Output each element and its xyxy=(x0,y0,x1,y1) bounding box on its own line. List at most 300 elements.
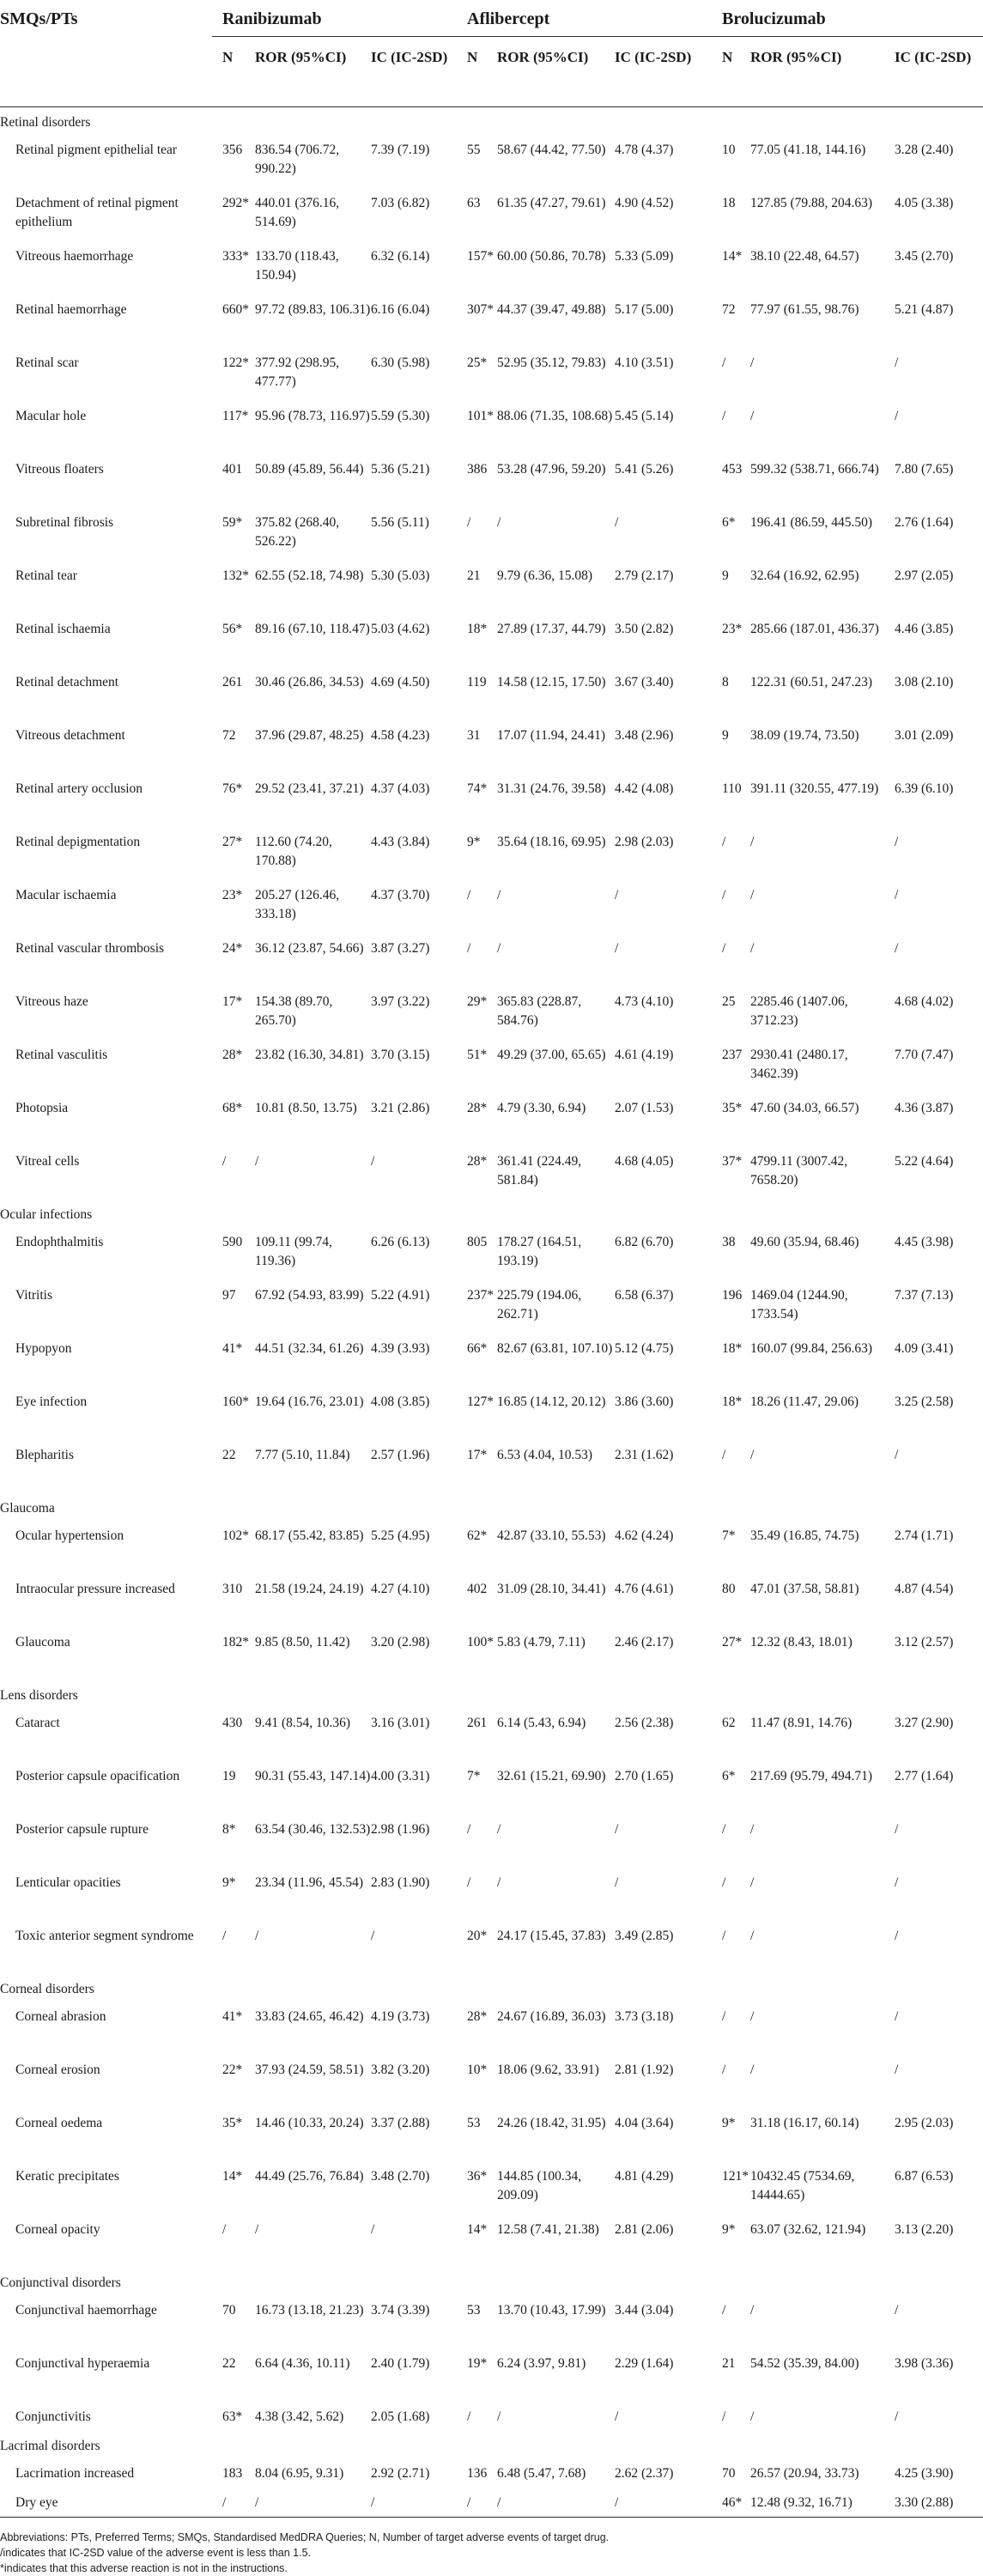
preferred-term: Cataract xyxy=(15,1716,60,1730)
table-row xyxy=(0,1868,983,1921)
ranibizumab-ror-cell: 19.64 (16.76, 23.01) xyxy=(255,1394,364,1409)
ranibizumab-ror-cell: 44.49 (25.76, 76.84) xyxy=(255,2169,364,2184)
ranibizumab-n-cell: 72 xyxy=(222,728,236,743)
brolucizumab-n-cell: 25 xyxy=(722,994,736,1009)
ranibizumab-n-cell: 17* xyxy=(222,994,243,1009)
brolucizumab-ror-cell: 2285.46 (1407.06, 3712.23) xyxy=(750,994,848,1028)
brolucizumab-ror-cell: / xyxy=(750,1929,755,1943)
ranibizumab-ror-cell: 97.72 (89.83, 106.31) xyxy=(255,302,371,317)
brolucizumab-ic-cell: 4.36 (3.87) xyxy=(895,1101,954,1115)
aflibercept-ror-cell: 31.09 (28.10, 34.41) xyxy=(497,1582,606,1596)
drug-header-aflibercept: Aflibercept xyxy=(457,0,712,37)
table-row xyxy=(0,1387,983,1440)
brolucizumab-ic-cell: 3.08 (2.10) xyxy=(895,675,954,690)
ranibizumab-ic-cell: 3.82 (3.20) xyxy=(371,2063,430,2077)
ranibizumab-n-cell: 68* xyxy=(222,1101,243,1115)
aflibercept-ror-cell: 4.79 (3.30, 6.94) xyxy=(497,1101,586,1115)
brolucizumab-ror-cell: 35.49 (16.85, 74.75) xyxy=(750,1528,859,1543)
brolucizumab-ic-cell: 7.37 (7.13) xyxy=(895,1288,954,1303)
aflibercept-ror-cell: 24.67 (16.89, 36.03) xyxy=(497,2009,606,2024)
preferred-term: Posterior capsule rupture xyxy=(15,1822,149,1837)
ranibizumab-ic-cell: 5.36 (5.21) xyxy=(371,462,430,477)
aflibercept-ror-cell: 60.00 (50.86, 70.78) xyxy=(497,249,606,264)
brolucizumab-ic-cell: / xyxy=(895,1448,899,1462)
aflibercept-ror-cell: 35.64 (18.16, 69.95) xyxy=(497,835,606,849)
ranibizumab-n-cell: 117* xyxy=(222,409,249,423)
table-row xyxy=(0,241,983,295)
brolucizumab-n-cell: 7* xyxy=(722,1528,736,1543)
brolucizumab-ror-cell: 160.07 (99.84, 256.63) xyxy=(750,1341,873,1356)
n-header: N xyxy=(457,37,497,107)
preferred-term: Macular hole xyxy=(15,409,87,423)
aflibercept-n-cell: 10* xyxy=(467,2063,488,2077)
brolucizumab-ic-cell: 3.13 (2.20) xyxy=(895,2222,954,2237)
brolucizumab-ic-cell: 5.21 (4.87) xyxy=(895,302,954,317)
aflibercept-ror-cell: 32.61 (15.21, 69.90) xyxy=(497,1769,606,1783)
aflibercept-ror-cell: 225.79 (194.06, 262.71) xyxy=(497,1288,582,1321)
brolucizumab-ror-cell: / xyxy=(750,888,755,902)
table-body xyxy=(0,107,983,2518)
table-header xyxy=(0,0,983,107)
ranibizumab-n-cell: 183 xyxy=(222,2466,243,2481)
ranibizumab-n-cell: / xyxy=(222,2222,227,2237)
ranibizumab-n-cell: 333* xyxy=(222,249,249,264)
brolucizumab-n-cell: / xyxy=(722,2063,726,2077)
brolucizumab-n-cell: / xyxy=(722,941,726,956)
ranibizumab-ic-cell: / xyxy=(371,1154,375,1169)
brolucizumab-ic-cell: 6.87 (6.53) xyxy=(895,2169,954,2184)
brolucizumab-ror-cell: 12.48 (9.32, 16.71) xyxy=(750,2488,895,2518)
aflibercept-ic-cell: 3.50 (2.82) xyxy=(615,622,674,636)
table-row xyxy=(0,348,983,401)
preferred-term: Retinal tear xyxy=(15,568,77,583)
brolucizumab-n-cell: 9* xyxy=(722,2116,736,2130)
drug-header-brolucizumab: Brolucizumab xyxy=(712,0,983,37)
brolucizumab-ic-cell: / xyxy=(895,941,899,956)
ranibizumab-ic-cell: 5.59 (5.30) xyxy=(371,409,430,423)
aflibercept-n-cell: 386 xyxy=(467,462,488,477)
table-row xyxy=(0,1921,983,1974)
aflibercept-n-cell: 28* xyxy=(467,1101,488,1115)
ranibizumab-n-cell: 14* xyxy=(222,2169,243,2184)
brolucizumab-ror-cell: 77.97 (61.55, 98.76) xyxy=(750,302,859,317)
aflibercept-ic-cell: 4.04 (3.64) xyxy=(615,2116,674,2130)
brolucizumab-n-cell: / xyxy=(722,888,726,902)
aflibercept-ic-cell: 2.81 (1.92) xyxy=(615,2063,674,2077)
table-row xyxy=(0,1227,983,1280)
aflibercept-ic-cell: 5.17 (5.00) xyxy=(615,302,674,317)
aflibercept-ror-cell: 365.83 (228.87, 584.76) xyxy=(497,994,582,1028)
aflibercept-ror-cell: 88.06 (71.35, 108.68) xyxy=(497,409,613,423)
table-row xyxy=(0,827,983,880)
ranibizumab-ic-cell: 4.69 (4.50) xyxy=(371,675,430,690)
ranibizumab-n-cell: 660* xyxy=(222,302,249,317)
ranibizumab-n-cell: 160* xyxy=(222,1394,249,1409)
table-row xyxy=(0,135,983,188)
brolucizumab-ror-cell: 38.09 (19.74, 73.50) xyxy=(750,728,859,743)
preferred-term: Eye infection xyxy=(15,1394,88,1409)
table-row xyxy=(0,2402,983,2431)
brolucizumab-n-cell: 38 xyxy=(722,1235,736,1249)
brolucizumab-ror-cell: / xyxy=(750,1875,755,1890)
aflibercept-ic-cell: 2.81 (2.06) xyxy=(615,2222,674,2237)
preferred-term: Lacrimation increased xyxy=(15,2466,135,2481)
ranibizumab-ic-cell: 6.16 (6.04) xyxy=(371,302,430,317)
brolucizumab-n-cell: 62 xyxy=(722,1716,736,1730)
group-row xyxy=(0,107,983,136)
smq-group-name: Glaucoma xyxy=(0,1501,55,1516)
brolucizumab-ror-cell: 12.32 (8.43, 18.01) xyxy=(750,1635,853,1649)
ranibizumab-ror-cell: / xyxy=(255,2222,259,2237)
ranibizumab-ic-cell: 4.08 (3.85) xyxy=(371,1394,430,1409)
smq-group-name: Retinal disorders xyxy=(0,115,91,130)
ranibizumab-ror-cell: 6.64 (4.36, 10.11) xyxy=(255,2356,350,2371)
brolucizumab-ror-cell: 391.11 (320.55, 477.19) xyxy=(750,781,879,796)
brolucizumab-ic-cell: 4.05 (3.38) xyxy=(895,196,954,210)
table-row xyxy=(0,2215,983,2268)
aflibercept-ror-cell: 52.95 (35.12, 79.83) xyxy=(497,355,606,370)
aflibercept-n-cell: 21 xyxy=(467,568,481,583)
table-row xyxy=(0,2348,983,2402)
ranibizumab-ic-cell: 4.43 (3.84) xyxy=(371,835,430,849)
aflibercept-ror-cell: 14.58 (12.15, 17.50) xyxy=(497,675,606,690)
preferred-term: Retinal artery occlusion xyxy=(15,781,143,796)
ranibizumab-ror-cell: 9.85 (8.50, 11.42) xyxy=(255,1635,350,1649)
brolucizumab-ror-cell: 63.07 (32.62, 121.94) xyxy=(750,2222,866,2237)
table-row xyxy=(0,2458,983,2488)
preferred-term: Retinal detachment xyxy=(15,675,119,690)
ranibizumab-ic-cell: 2.57 (1.96) xyxy=(371,1448,430,1462)
brolucizumab-n-cell: 9 xyxy=(722,568,729,583)
ranibizumab-ror-cell: 154.38 (89.70, 265.70) xyxy=(255,994,333,1028)
brolucizumab-ic-cell: 3.01 (2.09) xyxy=(895,728,954,743)
ranibizumab-ic-cell: 3.16 (3.01) xyxy=(371,1716,430,1730)
preferred-term: Lenticular opacities xyxy=(15,1875,121,1890)
ranibizumab-n-cell: 401 xyxy=(222,462,243,477)
ranibizumab-ror-cell: 205.27 (126.46, 333.18) xyxy=(255,888,340,921)
ranibizumab-ic-cell: 4.39 (3.93) xyxy=(371,1341,430,1356)
ranibizumab-ic-cell: 3.74 (3.39) xyxy=(371,2303,430,2318)
brolucizumab-ror-cell: 127.85 (79.88, 204.63) xyxy=(750,196,873,210)
term-header-spacer xyxy=(0,37,212,107)
brolucizumab-ror-cell: / xyxy=(750,2009,755,2024)
aflibercept-ror-cell: 24.26 (18.42, 31.95) xyxy=(497,2116,606,2130)
brolucizumab-n-cell: 110 xyxy=(722,781,742,796)
brolucizumab-ror-cell: 31.18 (16.17, 60.14) xyxy=(750,2116,859,2130)
brolucizumab-n-cell: / xyxy=(722,1822,726,1837)
brolucizumab-ic-cell: / xyxy=(895,2009,899,2024)
aflibercept-ic-cell: 4.81 (4.29) xyxy=(615,2169,674,2184)
aflibercept-ror-cell: 5.83 (4.79, 7.11) xyxy=(497,1635,586,1649)
brolucizumab-n-cell: / xyxy=(722,2303,726,2318)
aflibercept-ic-cell: 4.42 (4.08) xyxy=(615,781,674,796)
table-row xyxy=(0,561,983,614)
aflibercept-n-cell: 101* xyxy=(467,409,494,423)
drug-header-ranibizumab: Ranibizumab xyxy=(212,0,457,37)
preferred-term: Retinal vasculitis xyxy=(15,1048,108,1062)
ranibizumab-ic-cell: 2.05 (1.68) xyxy=(371,2409,430,2424)
brolucizumab-n-cell: 121* xyxy=(722,2169,749,2184)
brolucizumab-ic-cell: 4.25 (3.90) xyxy=(895,2466,954,2481)
ranibizumab-n-cell: 310 xyxy=(222,1582,243,1596)
preferred-term: Ocular hypertension xyxy=(15,1528,124,1543)
ranibizumab-ror-cell: 14.46 (10.33, 20.24) xyxy=(255,2116,364,2130)
ranibizumab-ror-cell: 4.38 (3.42, 5.62) xyxy=(255,2409,344,2424)
brolucizumab-ic-cell: / xyxy=(895,409,899,423)
preferred-term: Toxic anterior segment syndrome xyxy=(15,1929,194,1943)
ranibizumab-n-cell: 430 xyxy=(222,1716,243,1730)
ranibizumab-ic-cell: 4.19 (3.73) xyxy=(371,2009,430,2024)
preferred-term: Corneal opacity xyxy=(15,2222,100,2237)
aflibercept-ror-cell: 24.17 (15.45, 37.83) xyxy=(497,1929,606,1943)
ranibizumab-ic-cell: 4.27 (4.10) xyxy=(371,1582,430,1596)
aflibercept-ic-cell: / xyxy=(615,888,619,902)
aflibercept-ror-cell: 6.53 (4.04, 10.53) xyxy=(497,1448,593,1462)
brolucizumab-n-cell: / xyxy=(722,835,726,849)
table-row xyxy=(0,2002,983,2055)
brolucizumab-ror-cell: 1469.04 (1244.90, 1733.54) xyxy=(750,1288,848,1321)
brolucizumab-ic-cell: 2.74 (1.71) xyxy=(895,1528,954,1543)
brolucizumab-ror-cell: 599.32 (538.71, 666.74) xyxy=(750,462,879,477)
table-row xyxy=(0,1708,983,1761)
ranibizumab-n-cell: 8* xyxy=(222,1822,236,1837)
ranibizumab-n-cell: 28* xyxy=(222,1048,243,1062)
ranibizumab-n-cell: / xyxy=(222,1154,227,1169)
aflibercept-n-cell: 100* xyxy=(467,1635,494,1649)
brolucizumab-ror-cell: 2930.41 (2480.17, 3462.39) xyxy=(750,1048,848,1081)
aflibercept-n-cell: 402 xyxy=(467,1582,488,1596)
aflibercept-ror-cell: 18.06 (9.62, 33.91) xyxy=(497,2063,599,2077)
aflibercept-n-cell: / xyxy=(467,1875,471,1890)
aflibercept-ror-cell: / xyxy=(497,888,501,902)
ranibizumab-ror-cell: 112.60 (74.20, 170.88) xyxy=(255,835,332,868)
table-row xyxy=(0,1574,983,1627)
brolucizumab-n-cell: / xyxy=(722,2009,726,2024)
aflibercept-ror-cell: 53.28 (47.96, 59.20) xyxy=(497,462,606,477)
ranibizumab-ror-cell: / xyxy=(255,1154,259,1169)
ranibizumab-ic-cell: 5.22 (4.91) xyxy=(371,1288,430,1303)
brolucizumab-ror-cell: 285.66 (187.01, 436.37) xyxy=(750,622,879,636)
ranibizumab-ror-cell: 7.77 (5.10, 11.84) xyxy=(255,1448,350,1462)
brolucizumab-ic-cell: 2.77 (1.64) xyxy=(895,1769,954,1783)
brolucizumab-ic-cell: 3.30 (2.88) xyxy=(895,2488,983,2518)
table-row xyxy=(0,720,983,774)
brolucizumab-ic-cell: 7.80 (7.65) xyxy=(895,462,954,477)
table-footnotes xyxy=(0,2530,983,2576)
preferred-term: Dry eye xyxy=(0,2488,212,2518)
aflibercept-ror-cell: 49.29 (37.00, 65.65) xyxy=(497,1048,606,1062)
ranibizumab-n-cell: 41* xyxy=(222,1341,243,1356)
aflibercept-ic-cell: / xyxy=(615,1822,619,1837)
ranibizumab-ror-cell: 21.58 (19.24, 24.19) xyxy=(255,1582,364,1596)
aflibercept-n-cell: 36* xyxy=(467,2169,488,2184)
ranibizumab-ror-cell: 37.96 (29.87, 48.25) xyxy=(255,728,364,743)
table-row xyxy=(0,933,983,987)
ranibizumab-ror-cell: 50.89 (45.89, 56.44) xyxy=(255,462,364,477)
aflibercept-ic-cell: / xyxy=(615,1875,619,1890)
ranibizumab-ror-cell: 133.70 (118.43, 150.94) xyxy=(255,249,339,283)
aflibercept-ic-cell: 2.29 (1.64) xyxy=(615,2356,674,2371)
preferred-term: Vitreous haze xyxy=(15,994,88,1009)
aflibercept-n-cell: 805 xyxy=(467,1235,488,1249)
ranibizumab-ic-cell: 6.26 (6.13) xyxy=(371,1235,430,1249)
ranibizumab-ic-cell: / xyxy=(371,2488,457,2518)
brolucizumab-ic-cell: / xyxy=(895,1875,899,1890)
aflibercept-n-cell: 62* xyxy=(467,1528,488,1543)
brolucizumab-n-cell: 9 xyxy=(722,728,729,743)
brolucizumab-n-cell: 18* xyxy=(722,1394,743,1409)
preferred-term: Endophthalmitis xyxy=(15,1235,104,1249)
brolucizumab-n-cell: / xyxy=(722,1875,726,1890)
table-row xyxy=(0,774,983,827)
brolucizumab-ror-cell: 11.47 (8.91, 14.76) xyxy=(750,1716,853,1730)
aflibercept-ror-cell: / xyxy=(497,515,501,530)
table-row xyxy=(0,1040,983,1093)
brolucizumab-n-cell: / xyxy=(722,409,726,423)
brolucizumab-n-cell: 18* xyxy=(722,1341,743,1356)
brolucizumab-n-cell: 6* xyxy=(722,515,736,530)
brolucizumab-ror-cell: / xyxy=(750,835,755,849)
brolucizumab-n-cell: 237 xyxy=(722,1048,743,1062)
ranibizumab-ror-cell: 95.96 (78.73, 116.97) xyxy=(255,409,370,423)
preferred-term: Vitreous floaters xyxy=(15,462,104,477)
brolucizumab-n-cell: 80 xyxy=(722,1582,736,1596)
aflibercept-ic-cell: / xyxy=(615,941,619,956)
table-row xyxy=(0,2108,983,2161)
preferred-term: Retinal pigment epithelial tear xyxy=(15,143,178,157)
footnote-slash-meaning: /indicates that IC-2SD value of the adverse event is less than 1.5. xyxy=(0,2547,312,2560)
aflibercept-ror-cell: 144.85 (100.34, 209.09) xyxy=(497,2169,582,2202)
aflibercept-ic-cell: 4.68 (4.05) xyxy=(615,1154,674,1169)
n-header: N xyxy=(712,37,750,107)
aflibercept-ic-cell: 4.76 (4.61) xyxy=(615,1582,674,1596)
aflibercept-n-cell: 18* xyxy=(467,622,488,636)
aflibercept-ror-cell: 9.79 (6.36, 15.08) xyxy=(497,568,593,583)
table-row xyxy=(0,987,983,1040)
aflibercept-ror-cell: 27.89 (17.37, 44.79) xyxy=(497,622,606,636)
aflibercept-n-cell: / xyxy=(467,941,471,956)
brolucizumab-n-cell: 10 xyxy=(722,143,736,157)
table-row xyxy=(0,1440,983,1493)
ranibizumab-ic-cell: 5.03 (4.62) xyxy=(371,622,430,636)
aflibercept-n-cell: 20* xyxy=(467,1929,488,1943)
brolucizumab-ror-cell: / xyxy=(750,2409,755,2424)
aflibercept-ror-cell: 16.85 (14.12, 20.12) xyxy=(497,1394,606,1409)
table-row xyxy=(0,401,983,454)
table-row xyxy=(0,2295,983,2348)
ranibizumab-ror-cell: 10.81 (8.50, 13.75) xyxy=(255,1101,357,1115)
aflibercept-ror-cell: 31.31 (24.76, 39.58) xyxy=(497,781,606,796)
ranibizumab-ror-cell: 33.83 (24.65, 46.42) xyxy=(255,2009,364,2024)
ranibizumab-n-cell: 22 xyxy=(222,2356,236,2371)
aflibercept-ic-cell: 4.73 (4.10) xyxy=(615,994,674,1009)
aflibercept-ror-cell: 178.27 (164.51, 193.19) xyxy=(497,1235,582,1268)
aflibercept-n-cell: 17* xyxy=(467,1448,488,1462)
aflibercept-ic-cell: 2.62 (2.37) xyxy=(615,2466,674,2481)
ranibizumab-n-cell: 27* xyxy=(222,835,243,849)
table-row xyxy=(0,2488,983,2518)
footnote-asterisk-meaning: *indicates that this adverse reaction is not in the instructions. xyxy=(0,2562,288,2575)
aflibercept-ic-cell: 6.82 (6.70) xyxy=(615,1235,674,1249)
ranibizumab-ror-cell: 44.51 (32.34, 61.26) xyxy=(255,1341,364,1356)
ranibizumab-ic-cell: 5.30 (5.03) xyxy=(371,568,430,583)
aflibercept-n-cell: 119 xyxy=(467,675,487,690)
aflibercept-ic-cell: 2.07 (1.53) xyxy=(615,1101,674,1115)
ranibizumab-n-cell: 22 xyxy=(222,1448,236,1462)
aflibercept-n-cell: 53 xyxy=(467,2303,481,2318)
ranibizumab-ror-cell: / xyxy=(255,2488,371,2518)
ranibizumab-ror-cell: 62.55 (52.18, 74.98) xyxy=(255,568,364,583)
brolucizumab-n-cell: 21 xyxy=(722,2356,736,2371)
ranibizumab-ic-cell: 3.87 (3.27) xyxy=(371,941,430,956)
preferred-term: Corneal oedema xyxy=(15,2116,103,2130)
aflibercept-n-cell: 28* xyxy=(467,1154,488,1169)
ranibizumab-ic-cell: 7.03 (6.82) xyxy=(371,196,430,210)
ranibizumab-n-cell: / xyxy=(212,2488,255,2518)
group-row xyxy=(0,1493,983,1521)
brolucizumab-ror-cell: / xyxy=(750,409,755,423)
ranibizumab-ic-cell: 2.92 (2.71) xyxy=(371,2466,430,2481)
brolucizumab-ror-cell: 49.60 (35.94, 68.46) xyxy=(750,1235,859,1249)
aflibercept-ror-cell: 61.35 (47.27, 79.61) xyxy=(497,196,606,210)
brolucizumab-ror-cell: 77.05 (41.18, 144.16) xyxy=(750,143,866,157)
preferred-term: Corneal abrasion xyxy=(15,2009,106,2024)
preferred-term: Conjunctivitis xyxy=(15,2409,91,2424)
ranibizumab-n-cell: 182* xyxy=(222,1635,249,1649)
ranibizumab-n-cell: 19 xyxy=(222,1769,236,1783)
table-row xyxy=(0,1146,983,1200)
aflibercept-ic-cell: 3.73 (3.18) xyxy=(615,2009,674,2024)
brolucizumab-n-cell: 8 xyxy=(722,675,729,690)
brolucizumab-ror-cell: 26.57 (20.94, 33.73) xyxy=(750,2466,859,2481)
brolucizumab-n-cell: / xyxy=(722,2409,726,2424)
table-row xyxy=(0,2161,983,2215)
aflibercept-ic-cell: 5.45 (5.14) xyxy=(615,409,674,423)
footnote-abbreviations: Abbreviations: PTs, Preferred Terms; SMQs, Standardised MedDRA Queries; N, Number of target adverse events of target drug. xyxy=(0,2531,610,2543)
ranibizumab-n-cell: 590 xyxy=(222,1235,243,1249)
aflibercept-ic-cell: 3.67 (3.40) xyxy=(615,675,674,690)
aflibercept-ic-cell: / xyxy=(615,515,619,530)
brolucizumab-ic-cell: / xyxy=(895,2303,899,2318)
brolucizumab-n-cell: 46* xyxy=(712,2488,750,2518)
smq-group-name: Lens disorders xyxy=(0,1688,78,1703)
aflibercept-ic-cell: 4.62 (4.24) xyxy=(615,1528,674,1543)
preferred-term: Retinal scar xyxy=(15,355,79,370)
ranibizumab-n-cell: 24* xyxy=(222,941,243,956)
table-row xyxy=(0,1761,983,1814)
table-row xyxy=(0,1280,983,1334)
ranibizumab-n-cell: 97 xyxy=(222,1288,236,1303)
brolucizumab-n-cell: 9* xyxy=(722,2222,736,2237)
smq-group-name: Ocular infections xyxy=(0,1207,93,1222)
aflibercept-n-cell: 29* xyxy=(467,994,488,1009)
smq-group-name: Conjunctival disorders xyxy=(0,2275,121,2290)
ranibizumab-ic-cell: 4.00 (3.31) xyxy=(371,1769,430,1783)
brolucizumab-ic-cell: 3.12 (2.57) xyxy=(895,1635,954,1649)
brolucizumab-ror-cell: 122.31 (60.51, 247.23) xyxy=(750,675,873,690)
table-row xyxy=(0,1334,983,1387)
ranibizumab-ic-cell: 3.97 (3.22) xyxy=(371,994,430,1009)
aflibercept-ic-cell: 2.56 (2.38) xyxy=(615,1716,674,1730)
aflibercept-n-cell: / xyxy=(467,2409,471,2424)
aflibercept-n-cell: 28* xyxy=(467,2009,488,2024)
aflibercept-n-cell: 9* xyxy=(467,835,481,849)
ranibizumab-ror-cell: 377.92 (298.95, 477.77) xyxy=(255,355,340,389)
ranibizumab-n-cell: 132* xyxy=(222,568,249,583)
aflibercept-ic-cell: 6.58 (6.37) xyxy=(615,1288,674,1303)
brolucizumab-n-cell: 27* xyxy=(722,1635,743,1649)
aflibercept-n-cell: 53 xyxy=(467,2116,481,2130)
